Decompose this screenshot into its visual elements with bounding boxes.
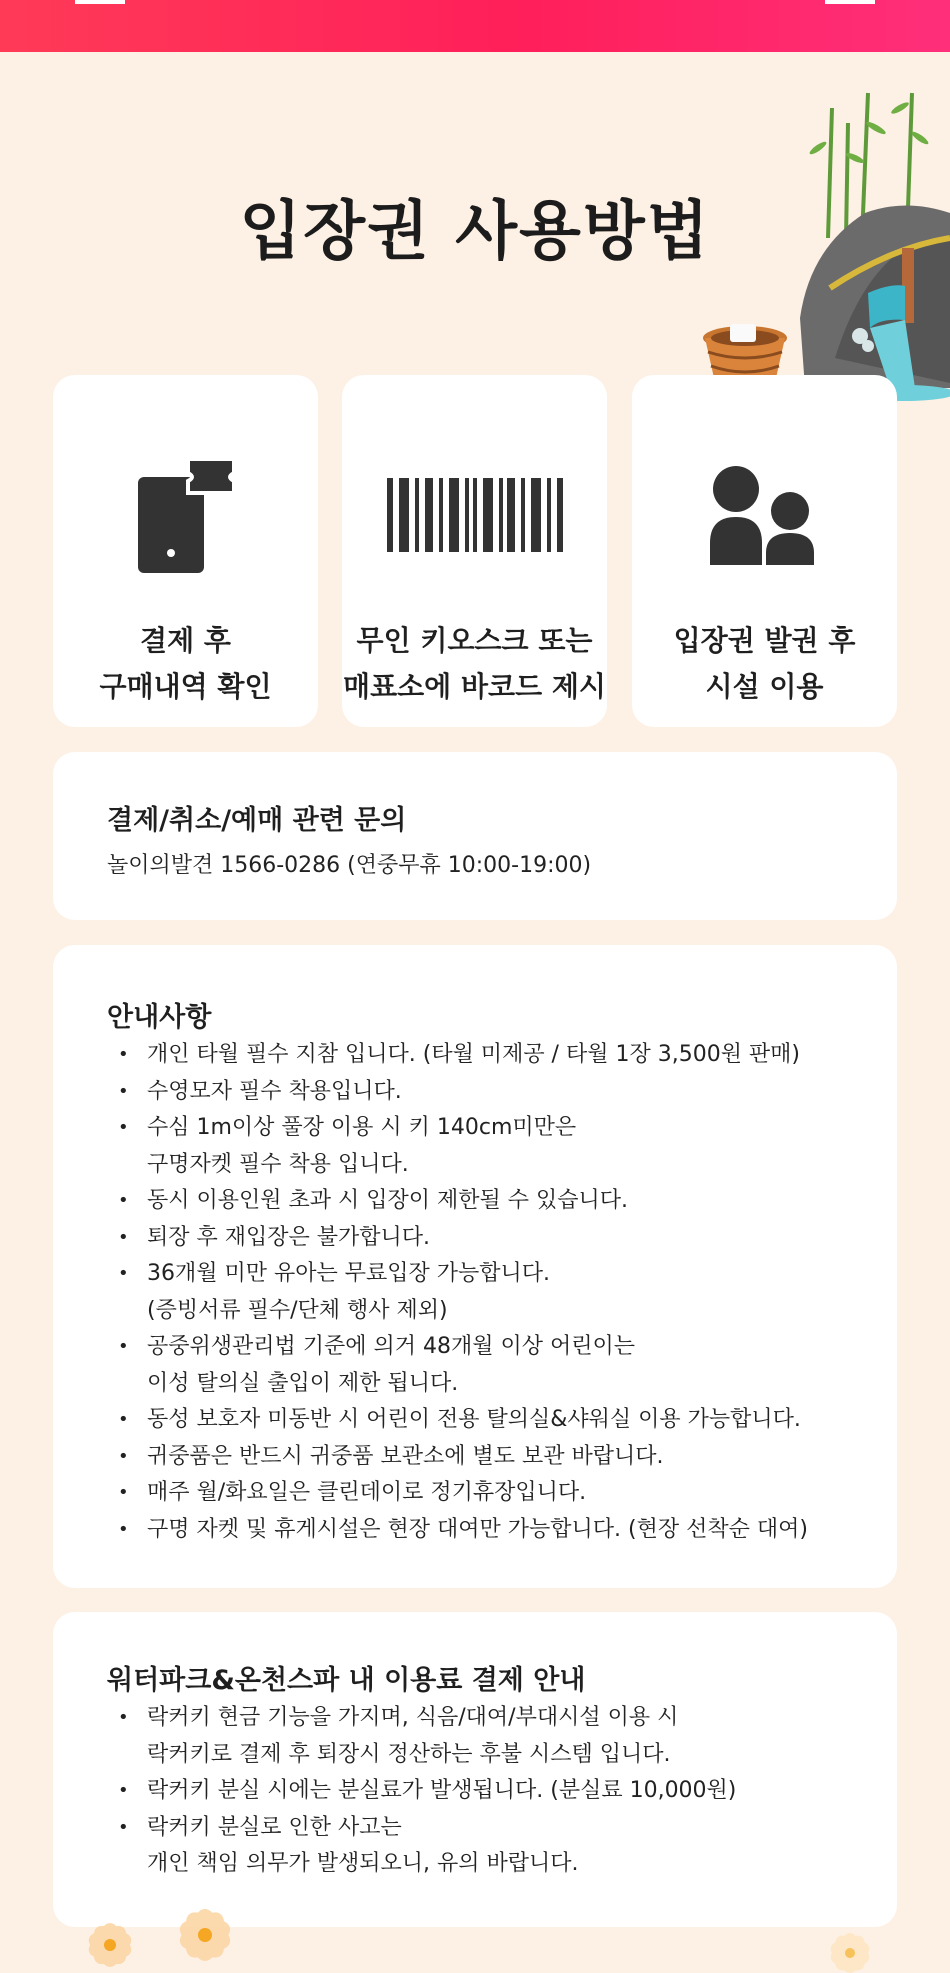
notice-item: • 구명 자켓 및 휴게시설은 현장 대여만 가능합니다. (현장 선착순 대여) (107, 1512, 808, 1549)
page-title: 입장권 사용방법 (239, 195, 711, 269)
flower-decoration (60, 1905, 260, 1973)
notice-list (107, 1037, 808, 1548)
notice-title: 안내사항 (107, 1002, 212, 1033)
step-label-payment: 결제 후 구매내역 확인 (99, 624, 272, 703)
notice-item: • 동시 이용인원 초과 시 입장이 제한될 수 있습니다. (107, 1183, 808, 1220)
payment-title: 워터파크&온천스파 내 이용료 결제 안내 (107, 1665, 586, 1696)
banner-corner-left (75, 0, 125, 4)
step-card-payment (53, 375, 318, 727)
notice-item: • 수심 1m이상 풀장 이용 시 키 140cm미만은 구명자켓 필수 착용 입니다. (107, 1110, 808, 1183)
payment-item: • 락커키 분실 시에는 분실료가 발생됩니다. (분실료 10,000원) (107, 1773, 736, 1810)
contact-card (53, 752, 897, 920)
notice-item: • 36개월 미만 유아는 무료입장 가능합니다. (증빙서류 필수/단체 행사 제외) (107, 1256, 808, 1329)
payment-item: • 락커키 분실로 인한 사고는 개인 책임 의무가 발생되오니, 유의 바랍니다. (107, 1810, 736, 1883)
notice-item: • 동성 보호자 미동반 시 어린이 전용 탈의실&샤워실 이용 가능합니다. (107, 1402, 808, 1439)
top-banner-bar (0, 0, 950, 52)
banner-corner-right (825, 0, 875, 4)
notice-item: • 개인 타월 필수 지참 입니다. (타월 미제공 / 타월 1장 3,500원 판매) (107, 1037, 808, 1074)
flower-decoration-right (810, 1915, 890, 1973)
payment-list (107, 1700, 736, 1883)
step-card-facility (632, 375, 897, 727)
notice-card (53, 945, 897, 1588)
step-card-barcode (342, 375, 607, 727)
payment-item: • 락커키 현금 기능을 가지며, 식음/대여/부대시설 이용 시 락커키로 결제 후 퇴장시 정산하는 후불 시스템 입니다. (107, 1700, 736, 1773)
step-label-facility: 입장권 발권 후 시설 이용 (673, 624, 856, 703)
notice-item: • 매주 월/화요일은 클린데이로 정기휴장입니다. (107, 1475, 808, 1512)
step-label-barcode: 무인 키오스크 또는 매표소에 바코드 제시 (343, 624, 606, 703)
phone-ticket-icon (53, 450, 318, 580)
notice-item: • 퇴장 후 재입장은 불가합니다. (107, 1220, 808, 1257)
barcode-icon (342, 450, 607, 580)
contact-text: 놀이의발견 1566-0286 (연중무휴 10:00-19:00) (107, 853, 592, 878)
notice-item: • 공중위생관리법 기준에 의거 48개월 이상 어린이는 이성 탈의실 출입이 제한 됩니다. (107, 1329, 808, 1402)
people-icon (632, 450, 897, 580)
payment-card (53, 1612, 897, 1927)
notice-item: • 수영모자 필수 착용입니다. (107, 1074, 808, 1111)
contact-title: 결제/취소/예매 관련 문의 (107, 805, 407, 836)
notice-item: • 귀중품은 반드시 귀중품 보관소에 별도 보관 바랍니다. (107, 1439, 808, 1476)
